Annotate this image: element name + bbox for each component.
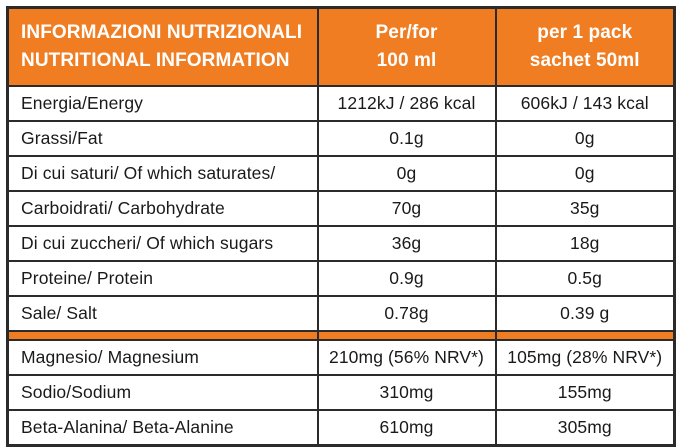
row-label: Di cui zuccheri/ Of which sugars: [8, 226, 318, 261]
row-value-per100: 310mg: [318, 375, 496, 410]
row-label: Sale/ Salt: [8, 296, 318, 331]
row-label: Di cui saturi/ Of which saturates/: [8, 156, 318, 191]
row-value-per100: 70g: [318, 191, 496, 226]
table-row: [8, 191, 675, 226]
row-value-per100: 0.9g: [318, 261, 496, 296]
row-value-perpack: 105mg (28% NRV*): [496, 340, 675, 375]
row-value-perpack: 0g: [496, 156, 675, 191]
row-value-perpack: 155mg: [496, 375, 675, 410]
header-col-perpack-line1: per 1 pack: [537, 22, 633, 44]
header-col-per100-line2: 100 ml: [376, 50, 437, 71]
row-label: Carboidrati/ Carbohydrate: [8, 191, 318, 226]
header-col-per100-line1: Per/for: [375, 22, 438, 44]
row-value-per100: 210mg (56% NRV*): [318, 340, 496, 375]
table-row: [8, 156, 675, 191]
row-label: Energia/Energy: [8, 86, 318, 121]
table-row: [8, 86, 675, 121]
table-row: [8, 296, 675, 331]
row-label: Proteine/ Protein: [8, 261, 318, 296]
row-value-perpack: 305mg: [496, 410, 675, 446]
header-title-cell: [8, 8, 318, 87]
row-value-perpack: 606kJ / 143 kcal: [496, 86, 675, 121]
row-value-perpack: 0.5g: [496, 261, 675, 296]
divider-cell-2: [318, 331, 496, 340]
row-value-perpack: 35g: [496, 191, 675, 226]
header-col-per100: [318, 8, 496, 87]
table-row: [8, 375, 675, 410]
header-title-italian: INFORMAZIONI NUTRIZIONALI: [21, 21, 303, 43]
row-value-per100: 0g: [318, 156, 496, 191]
table-row: [8, 261, 675, 296]
row-value-perpack: 0g: [496, 121, 675, 156]
table-row: [8, 226, 675, 261]
nutrition-table: [6, 6, 676, 447]
header-col-perpack: [496, 8, 675, 87]
row-value-per100: 1212kJ / 286 kcal: [318, 86, 496, 121]
header-col-perpack-line2: sachet 50ml: [529, 50, 640, 71]
header-title-english: NUTRITIONAL INFORMATION: [21, 50, 290, 71]
row-label: Magnesio/ Magnesium: [8, 340, 318, 375]
divider-cell-3: [496, 331, 675, 340]
section-divider: [8, 331, 675, 340]
table-row: [8, 340, 675, 375]
row-label: Grassi/Fat: [8, 121, 318, 156]
table-row: [8, 121, 675, 156]
row-label: Sodio/Sodium: [8, 375, 318, 410]
row-value-perpack: 18g: [496, 226, 675, 261]
row-label: Beta-Alanina/ Beta-Alanine: [8, 410, 318, 446]
row-value-per100: 0.1g: [318, 121, 496, 156]
row-value-per100: 0.78g: [318, 296, 496, 331]
table-header-row: [8, 8, 675, 87]
row-value-per100: 36g: [318, 226, 496, 261]
row-value-per100: 610mg: [318, 410, 496, 446]
divider-cell-1: [8, 331, 318, 340]
table-row: [8, 410, 675, 446]
row-value-perpack: 0.39 g: [496, 296, 675, 331]
